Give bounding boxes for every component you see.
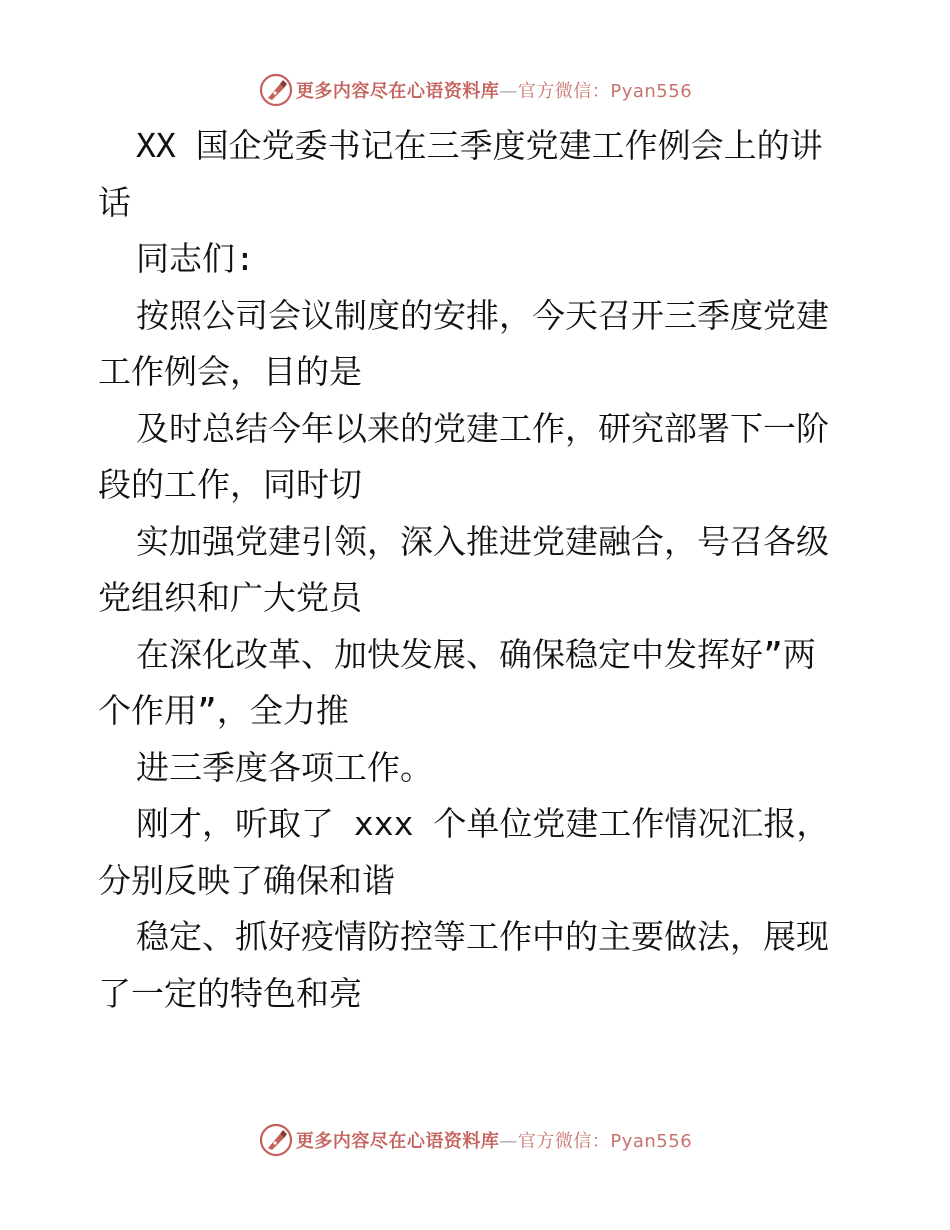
footer-banner-inner	[258, 1122, 692, 1158]
pen-nib-logo-icon	[258, 1122, 294, 1158]
header-contact-id: Pyan556	[610, 81, 693, 102]
paragraph-line: 工作例会，目的是	[98, 352, 362, 391]
paragraph-line: 了一定的特色和亮	[98, 973, 362, 1013]
salutation: 同志们:	[136, 239, 255, 278]
header-contact-label: 官方微信：	[517, 81, 611, 102]
footer-separator: —	[499, 1131, 518, 1152]
document-title-line-1: XX 国企党委书记在三季度党建工作例会上的讲	[136, 126, 823, 165]
footer-banner-text	[296, 1127, 692, 1153]
pen-nib-logo-icon	[258, 72, 294, 108]
paragraph-line: 段的工作，同时切	[98, 465, 362, 504]
header-banner	[0, 70, 950, 110]
header-banner-inner	[258, 72, 692, 108]
paragraph-line: 党组织和广大党员	[98, 578, 362, 617]
header-banner-text	[296, 77, 692, 103]
header-separator: —	[499, 81, 518, 102]
footer-contact-id: Pyan556	[610, 1131, 693, 1152]
paragraph-line: 在深化改革、加快发展、确保稳定中发挥好”两	[136, 634, 816, 674]
paragraph-line: 个作用”，全力推	[98, 691, 349, 730]
footer-site-text: 更多内容尽在心语资料库	[295, 1131, 500, 1152]
paragraph-line: 实加强党建引领，深入推进党建融合，号召各级	[136, 521, 829, 561]
paragraph-line: 刚才，听取了 xxx 个单位党建工作情况汇报，	[136, 804, 830, 843]
footer-contact-label: 官方微信：	[517, 1131, 611, 1152]
document-title-line-2: 话	[98, 182, 131, 222]
header-site-text: 更多内容尽在心语资料库	[295, 81, 500, 102]
footer-banner	[0, 1120, 950, 1160]
paragraph-line: 进三季度各项工作。	[136, 747, 433, 787]
document-body	[98, 118, 858, 1022]
paragraph-line: 按照公司会议制度的安排，今天召开三季度党建	[136, 295, 829, 335]
paragraph-line: 及时总结今年以来的党建工作，研究部署下一阶	[136, 408, 829, 448]
paragraph-line: 分别反映了确保和谐	[98, 860, 395, 900]
paragraph-line: 稳定、抓好疫情防控等工作中的主要做法，展现	[136, 917, 829, 956]
